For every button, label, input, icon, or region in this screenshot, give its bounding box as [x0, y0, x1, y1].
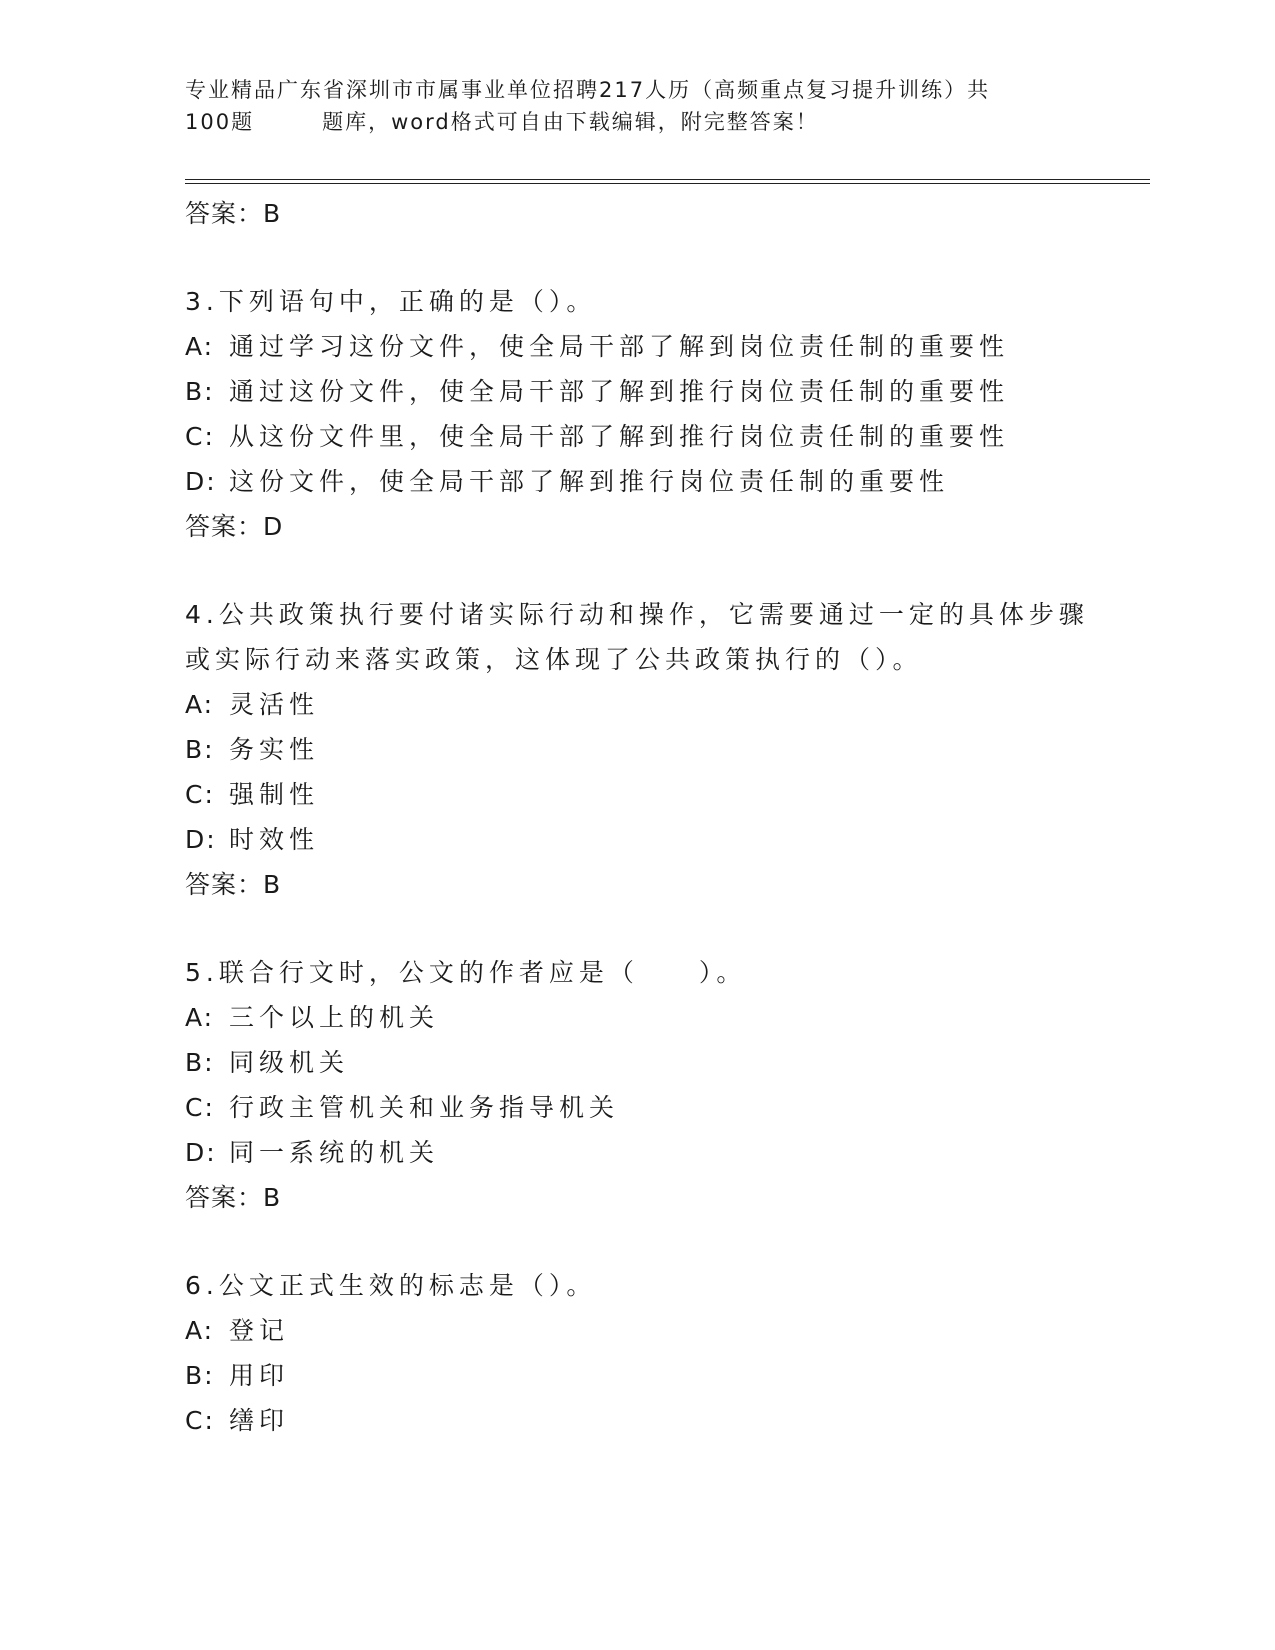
- question-option: [185, 995, 1085, 1040]
- option-text: 三个以上的机关: [229, 1003, 440, 1032]
- answer-line: 答案：B: [185, 1183, 282, 1212]
- option-key: A:: [185, 332, 215, 361]
- option-text: 同一系统的机关: [229, 1138, 440, 1167]
- question-block: [185, 950, 1085, 1220]
- option-key: A:: [185, 1316, 215, 1345]
- header-description: 题库，word格式可自由下载编辑，附完整答案！: [322, 110, 819, 134]
- question-option: [185, 1353, 1085, 1398]
- option-text: 从这份文件里，使全局干部了解到推行岗位责任制的重要性: [229, 422, 1010, 451]
- option-text: 登记: [229, 1316, 290, 1345]
- option-text: 这份文件，使全局干部了解到推行岗位责任制的重要性: [229, 467, 950, 496]
- header-line-2: [185, 106, 1085, 138]
- question-stem: 3.下列语句中，正确的是（）。: [185, 287, 597, 316]
- answer-line: 答案：B: [185, 870, 282, 899]
- header-question-count: 100题: [185, 110, 255, 134]
- question-option: [185, 1085, 1085, 1130]
- option-text: 缮印: [229, 1406, 290, 1435]
- option-key: D:: [185, 1138, 217, 1167]
- option-key: B:: [185, 1048, 215, 1077]
- question-option: [185, 727, 1085, 772]
- document-body: [185, 191, 1089, 1443]
- option-text: 通过这份文件，使全局干部了解到推行岗位责任制的重要性: [229, 377, 1010, 406]
- answer-line: 答案：B: [185, 199, 282, 228]
- question-option: [185, 1398, 1085, 1443]
- option-key: A:: [185, 690, 215, 719]
- document-header: [185, 74, 1085, 138]
- question-block: [185, 592, 1089, 907]
- option-key: D:: [185, 467, 217, 496]
- header-rule-top: [185, 179, 1150, 180]
- option-text: 通过学习这份文件，使全局干部了解到岗位责任制的重要性: [229, 332, 1010, 361]
- option-key: D:: [185, 825, 217, 854]
- answer-line: 答案：D: [185, 512, 284, 541]
- question-block: [185, 1263, 1085, 1443]
- option-text: 时效性: [229, 825, 320, 854]
- option-key: C:: [185, 1093, 215, 1122]
- option-text: 用印: [229, 1361, 290, 1390]
- option-key: C:: [185, 422, 215, 451]
- question-option: [185, 1308, 1085, 1353]
- option-text: 务实性: [229, 735, 320, 764]
- option-key: A:: [185, 1003, 215, 1032]
- question-stem: 4.公共政策执行要付诸实际行动和操作，它需要通过一定的具体步骤: [185, 600, 1089, 629]
- header-rule-bottom: [185, 183, 1150, 184]
- question-option: [185, 1040, 1085, 1085]
- question-stem: 或实际行动来落实政策，这体现了公共政策执行的（）。: [185, 645, 923, 674]
- question-option: [185, 682, 1085, 727]
- option-key: C:: [185, 780, 215, 809]
- question-option: [185, 414, 1085, 459]
- option-key: B:: [185, 377, 215, 406]
- question-option: [185, 369, 1085, 414]
- question-option: [185, 772, 1085, 817]
- option-text: 同级机关: [229, 1048, 350, 1077]
- option-key: B:: [185, 735, 215, 764]
- option-key: C:: [185, 1406, 215, 1435]
- question-option: [185, 324, 1085, 369]
- option-text: 灵活性: [229, 690, 320, 719]
- option-text: 行政主管机关和业务指导机关: [229, 1093, 620, 1122]
- question-stem: 5.联合行文时，公文的作者应是（ ）。: [185, 958, 747, 987]
- header-line-1: 专业精品广东省深圳市市属事业单位招聘217人历（高频重点复习提升训练）共: [185, 78, 991, 102]
- question-stem: 6.公文正式生效的标志是（）。: [185, 1271, 597, 1300]
- question-option: [185, 1130, 1085, 1175]
- question-block: [185, 279, 1085, 549]
- option-key: B:: [185, 1361, 215, 1390]
- question-option: [185, 459, 1085, 504]
- option-text: 强制性: [229, 780, 320, 809]
- question-option: [185, 817, 1085, 862]
